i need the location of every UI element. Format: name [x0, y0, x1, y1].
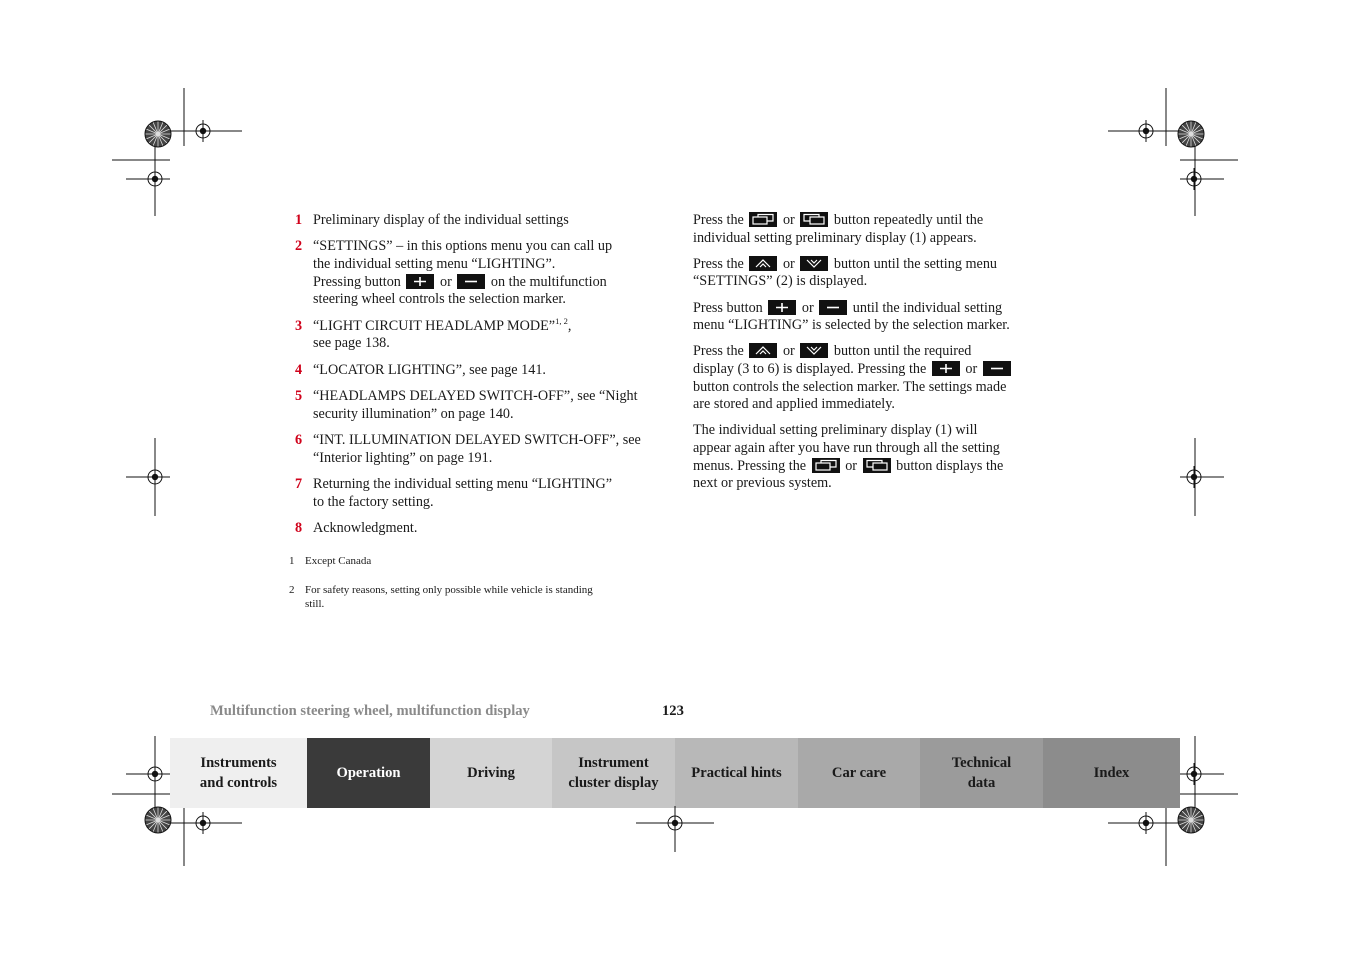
footnote	[289, 583, 657, 611]
tab-car-care[interactable]	[798, 738, 920, 808]
item-text: “Interior lighting” on page 191.	[313, 449, 493, 466]
paragraph-text: or	[782, 343, 795, 360]
minus-button-icon	[819, 300, 847, 315]
footnote	[289, 554, 657, 568]
item-text: “LOCATOR LIGHTING”, see page 141.	[313, 361, 546, 378]
tab-label: Car care	[831, 765, 887, 781]
previous-system-button-icon	[863, 458, 891, 473]
paragraph-text: “SETTINGS” (2) is displayed.	[693, 273, 868, 290]
paragraph-text: menu “LIGHTING” is selected by the selection marker.	[693, 317, 1010, 334]
item-text: ,	[567, 317, 572, 334]
tab-label: Technical	[951, 755, 1012, 771]
tab-label: Driving	[467, 765, 515, 781]
tab-instruments-and-controls[interactable]	[170, 738, 307, 808]
paragraph-text: menus. Pressing the	[693, 457, 807, 474]
next-system-button-icon	[749, 212, 777, 227]
item-number: 4	[295, 361, 303, 378]
item-number: 5	[295, 387, 303, 404]
item-text: steering wheel controls the selection marker.	[313, 291, 566, 308]
paragraph-text: button until the setting menu	[833, 255, 998, 272]
item-number: 7	[295, 475, 303, 492]
item-number: 1	[295, 212, 303, 228]
item-text: Pressing button	[313, 273, 401, 290]
legend-item	[295, 315, 657, 353]
legend-item	[295, 432, 657, 467]
item-number: 6	[295, 431, 303, 448]
item-number: 3	[295, 317, 303, 334]
down-arrow-button-icon	[800, 256, 828, 271]
tab-label: Operation	[336, 765, 401, 781]
tab-label: Practical hints	[691, 765, 782, 781]
legend-item	[295, 520, 657, 538]
item-number: 2	[295, 238, 303, 255]
legend-item	[295, 212, 657, 230]
legend-item	[295, 476, 657, 511]
tab-technical-data[interactable]	[920, 738, 1043, 808]
page-number: 123	[662, 703, 684, 719]
tab-driving[interactable]	[430, 738, 552, 808]
plus-button-icon	[406, 274, 434, 289]
item-text: see page 138.	[313, 335, 390, 352]
tab-label: data	[967, 775, 996, 791]
item-text: “HEADLAMPS DELAYED SWITCH-OFF”, see “Night	[313, 387, 638, 404]
item-text: the individual setting menu “LIGHTING”.	[313, 255, 556, 272]
instruction-paragraph	[693, 422, 1065, 492]
paragraph-text: button until the required	[833, 343, 972, 360]
plus-button-icon	[768, 300, 796, 315]
footnote-text: still.	[305, 598, 325, 611]
paragraph-text: button repeatedly until the	[833, 212, 984, 228]
tab-label: Index	[1093, 765, 1130, 781]
item-text: to the factory setting.	[313, 493, 434, 510]
item-text: “INT. ILLUMINATION DELAYED SWITCH-OFF”, see	[313, 431, 641, 448]
tab-label: Instrument	[578, 755, 649, 771]
paragraph-text: until the individual setting	[852, 299, 1003, 316]
section-title: Multifunction steering wheel, multifunction display	[210, 703, 530, 719]
instruction-paragraph	[693, 343, 1065, 413]
numbered-legend	[289, 212, 657, 611]
paragraph-text: or	[782, 255, 795, 272]
paragraph-text: or	[845, 457, 858, 474]
legend-item	[295, 362, 657, 380]
tab-practical-hints[interactable]	[675, 738, 798, 808]
paragraph-text: Press the	[693, 212, 744, 228]
paragraph-text: The individual setting preliminary display (1) will	[693, 422, 978, 439]
tab-label: Instruments	[200, 755, 277, 771]
paragraph-text: Press the	[693, 343, 744, 360]
minus-button-icon	[983, 361, 1011, 376]
paragraph-text: display (3 to 6) is displayed. Pressing the	[693, 360, 927, 377]
plus-button-icon	[932, 361, 960, 376]
paragraph-text: are stored and applied immediately.	[693, 396, 895, 413]
footnote-number: 2	[289, 584, 295, 597]
instruction-paragraph	[693, 300, 1065, 335]
item-text: or	[439, 273, 452, 290]
item-text: Returning the individual setting menu “LIGHTING”	[313, 475, 613, 492]
paragraph-text: button displays the	[896, 457, 1004, 474]
item-text: Preliminary display of the individual settings	[313, 212, 569, 228]
item-text: Acknowledgment.	[313, 519, 418, 536]
tab-instrument-cluster-display[interactable]	[552, 738, 675, 808]
footnote-ref: 1, 2	[555, 315, 568, 326]
minus-button-icon	[457, 274, 485, 289]
footnote-number: 1	[289, 555, 295, 568]
instruction-paragraph	[693, 256, 1065, 291]
item-text: “LIGHT CIRCUIT HEADLAMP MODE”	[313, 317, 556, 334]
paragraph-text: or	[801, 299, 814, 316]
up-arrow-button-icon	[749, 343, 777, 358]
next-system-button-icon	[812, 458, 840, 473]
legend-item	[295, 238, 657, 308]
tab-operation[interactable]	[307, 738, 430, 808]
footnote-text: Except Canada	[305, 555, 372, 568]
previous-system-button-icon	[800, 212, 828, 227]
footnote-text: For safety reasons, setting only possible while vehicle is standing	[305, 584, 593, 597]
item-text: “SETTINGS” – in this options menu you can call up	[313, 238, 613, 255]
up-arrow-button-icon	[749, 256, 777, 271]
tab-label: and controls	[199, 775, 278, 791]
tab-label: cluster display	[568, 775, 659, 791]
paragraph-text: Press the	[693, 255, 744, 272]
paragraph-text: Press button	[693, 299, 763, 316]
paragraph-text: button controls the selection marker. The settings made	[693, 378, 1007, 395]
instruction-paragraph	[693, 212, 1065, 247]
paragraph-text: appear again after you have run through all the setting	[693, 439, 1000, 456]
item-text: on the multifunction	[490, 273, 607, 290]
paragraph-text: next or previous system.	[693, 475, 832, 492]
item-number: 8	[295, 519, 303, 536]
chapter-tabs	[170, 738, 1180, 808]
paragraph-text: individual setting preliminary display (1) appears.	[693, 229, 977, 246]
tab-index[interactable]	[1043, 738, 1180, 808]
paragraph-text: or	[782, 212, 795, 228]
paragraph-text: or	[965, 360, 978, 377]
legend-item	[295, 388, 657, 423]
item-text: security illumination” on page 140.	[313, 405, 514, 422]
instructions	[693, 212, 1065, 501]
down-arrow-button-icon	[800, 343, 828, 358]
